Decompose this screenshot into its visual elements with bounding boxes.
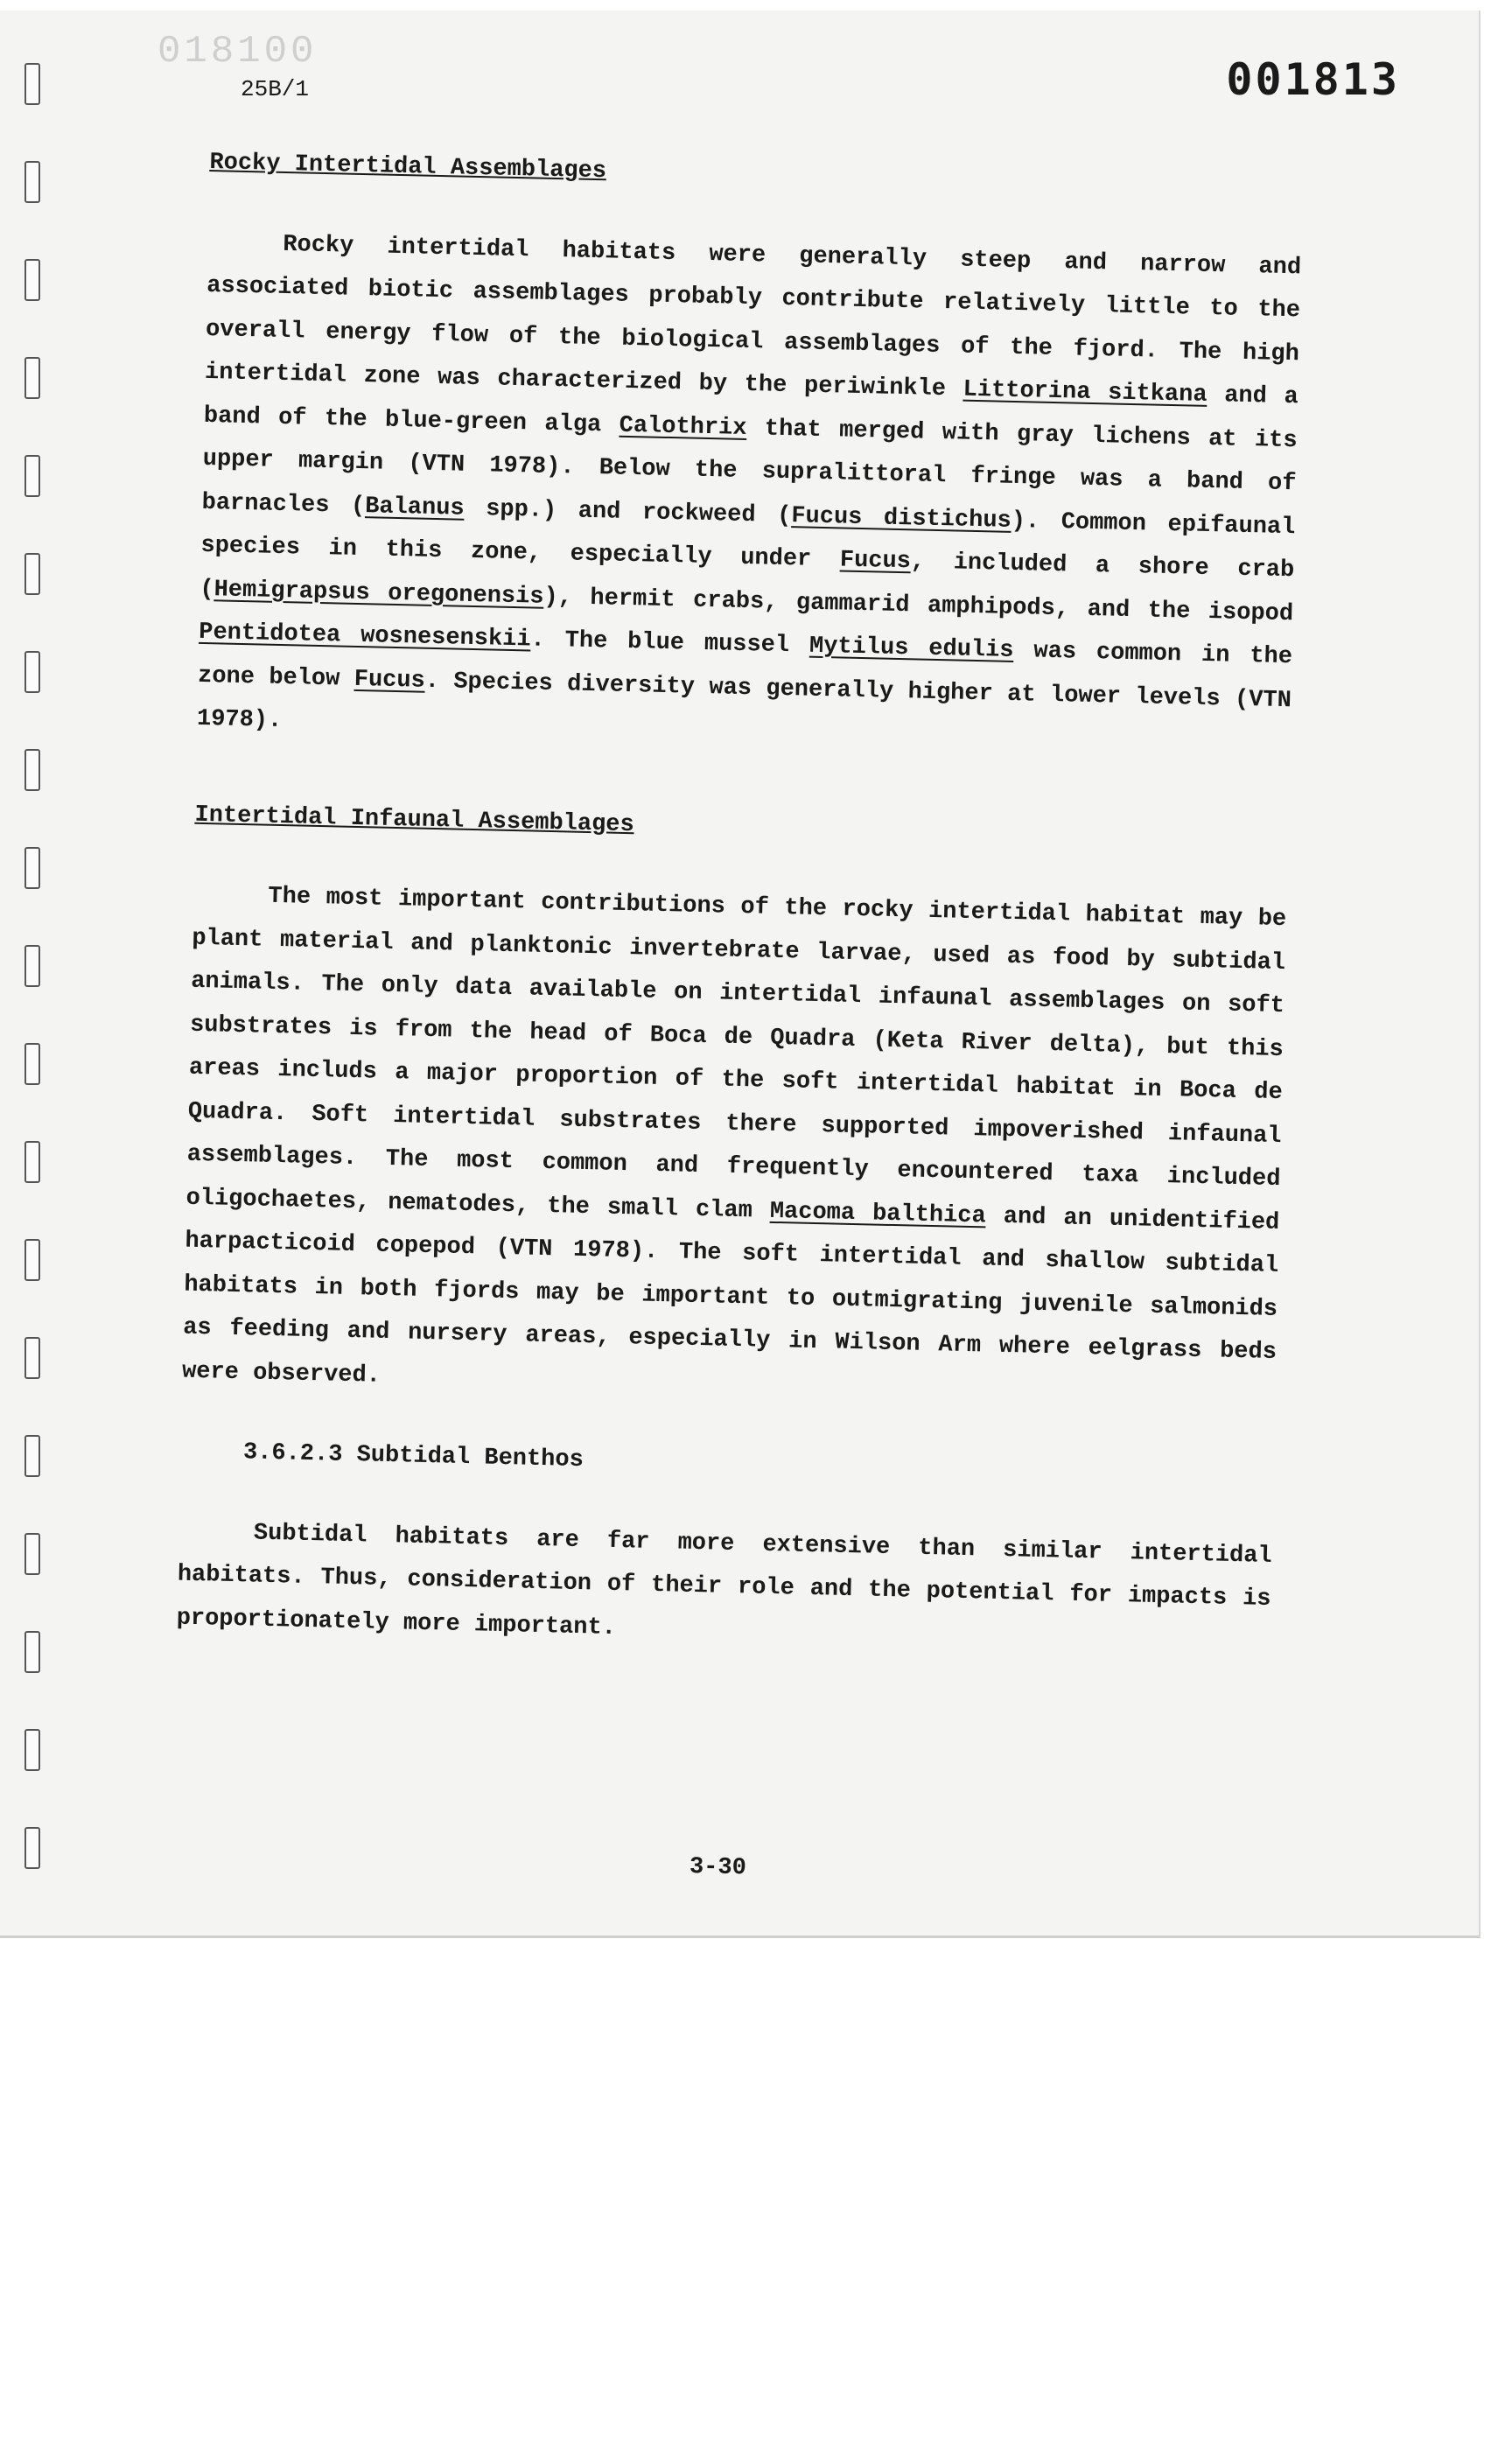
section-heading-intertidal-infaunal: Intertidal Infaunal Assemblages [194,802,635,838]
scanned-page [0,10,1480,1938]
document-code: 25B/1 [241,76,310,102]
taxon-name: Calothrix [619,412,747,442]
taxon-name: Mytilus edulis [808,633,1014,664]
page-stamp-number: 001813 [1226,54,1400,105]
binder-hole [24,1239,40,1281]
taxon-name: Fucus [839,547,912,576]
binder-hole [24,1729,40,1771]
taxon-name: Macoma balthica [769,1198,987,1229]
binder-hole [24,357,40,399]
binder-hole [24,63,40,105]
binder-hole [24,1337,40,1379]
binder-hole [24,1533,40,1575]
binder-hole [24,749,40,791]
paragraph-subtidal-benthos: Subtidal habitats are far more extensive than similar intertidal habitats. Thus, consideration of their role and the potential for impacts is proportionately more important. [176,1520,1272,1642]
binder-hole [24,847,40,889]
binder-hole [24,945,40,987]
binder-hole [24,161,40,203]
section-heading-rocky-intertidal: Rocky Intertidal Assemblages [209,149,607,186]
taxon-name: Balanus [364,493,465,522]
paragraph-intertidal-infaunal: The most important contributions of the rocky intertidal habitat may be plant material and planktonic invertebrate larvae, used as food by subtidal animals. The only data available on intertidal infaunal assemblages on soft substrates is from the head of Boca de Quadra (Keta River delta), but this areas includs a major proportion of the soft intertidal habitat in Boca de Quadra. Soft intertidal substrates there supported impoverished infaunal assemblages. The most common and frequently encountered taxa included oligochaetes, nematodes, the small clam Macoma balthica and an unidentified harpacticoid copepod (VTN 1978). The soft intertidal and shallow subtidal habitats in both fjords may be important to outmigrating juvenile salmonids as feeding and nursery areas, especially in Wilson Arm where eelgrass beds were observed. [181,883,1287,1390]
paragraph-rocky-intertidal: Rocky intertidal habitats were generally steep and narrow and associated biotic assemblages probably contribute relatively little to the overall energy flow of the biological assemblages of the fjord. The high intertidal zone was characterized by the periwinkle Littorina sitkana and a band of the blue-green alga Calothrix that merged with gray lichens at its upper margin (VTN 1978). Below the supralittoral fringe was a band of barnacles (Balanus spp.) and rockweed (Fucus distichus). Common epifaunal species in this zone, especially under Fucus, included a shore crab (Hemigrapsus oregonensis), hermit crabs, gammarid amphipods, and the isopod Pentidotea wosnesenskii. The blue mussel Mytilus edulis was common in the zone below Fucus. Species diversity was generally higher at lower levels (VTN 1978). [196,231,1302,735]
binder-hole [24,553,40,595]
taxon-name: Pentidotea wosnesenskii [198,619,531,654]
binder-hole [24,455,40,497]
binder-hole [24,259,40,301]
taxon-name: Hemigrapsus oregonensis [214,576,544,611]
section-heading-subtidal-benthos: 3.6.2.3 Subtidal Benthos [242,1439,584,1474]
binder-hole [24,1631,40,1673]
taxon-name: Fucus [354,666,426,695]
binder-hole [24,1435,40,1477]
faded-stamp: 018100 [158,30,318,74]
page-content [176,142,1304,1882]
binder-hole [24,1827,40,1869]
taxon-name: Littorina sitkana [962,376,1208,409]
binder-hole [24,651,40,693]
binder-hole [24,1043,40,1085]
binder-hole [24,1141,40,1183]
page-number: 3-30 [689,1853,747,1882]
taxon-name: Fucus distichus [791,502,1012,535]
